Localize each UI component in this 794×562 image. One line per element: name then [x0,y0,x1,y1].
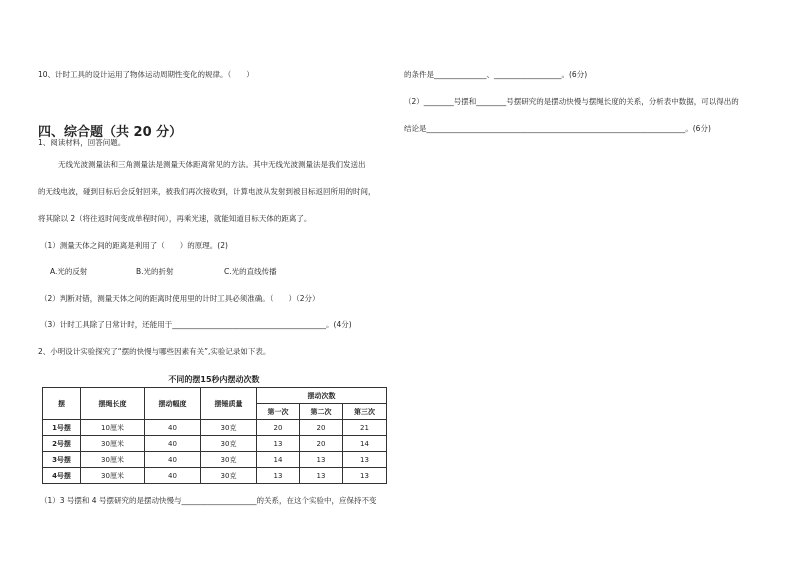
table-cell: 13 [300,468,343,484]
option-a: A.光的反射 [50,267,88,276]
table-cell: 13 [300,452,343,468]
subheader-first: 第一次 [257,404,300,420]
table-header-row [43,388,387,404]
table-cell: 14 [343,436,387,452]
header-length: 摆绳长度 [81,388,145,420]
table-cell: 30克 [201,468,257,484]
table-cell: 20 [257,420,300,436]
table-cell: 30克 [201,452,257,468]
table-cell: 40 [145,468,201,484]
passage-line-2: 的无线电波，碰到目标后会反射回来，被我们再次接收到，计算电波从发射到被目标返回所用的时间， [38,187,376,196]
question-1-intro: 1、阅读材料，回答问题。 [38,138,126,147]
header-mass: 摆锤质量 [201,388,257,420]
table-cell: 30厘米 [81,436,145,452]
table-cell: 30厘米 [81,468,145,484]
right-line-3: 结论是_____________________________________________________________________。(6分) [404,124,711,133]
table-row [43,468,387,484]
question-2-intro: 2、小明设计实验探究了“摆的快慢与哪些因素有关”,实验记录如下表。 [38,347,271,356]
sub-question-3: （3）计时工具除了日常计时，还能用于_________________________________________。(4分) [40,320,352,329]
header-pendulum: 摆 [43,388,81,420]
table-cell: 10厘米 [81,420,145,436]
table-cell: 13 [257,436,300,452]
header-amplitude: 摆动幅度 [145,388,201,420]
table-row [43,452,387,468]
table-cell: 40 [145,452,201,468]
right-line-1: 的条件是______________、__________________。(6分) [404,70,588,79]
table-cell: 3号摆 [43,452,81,468]
table-cell: 20 [300,436,343,452]
table-cell: 13 [257,468,300,484]
table-cell: 13 [343,452,387,468]
table-cell: 1号摆 [43,420,81,436]
section-title: 四、综合题（共 20 分） [38,125,183,140]
option-c: C.光的直线传播 [224,267,277,276]
question-2-sub-1: （1）3 号摆和 4 号摆研究的是摆动快慢与____________________的关系，在这个实验中，应保持不变 [40,496,377,505]
table-cell: 13 [343,468,387,484]
table-row [43,436,387,452]
question-10: 10、计时工具的设计运用了物体运动周期性变化的规律。（ ） [38,70,254,79]
table-cell: 2号摆 [43,436,81,452]
table-row [43,420,387,436]
option-b: B.光的折射 [136,267,174,276]
pendulum-table [42,387,387,484]
table-cell: 20 [300,420,343,436]
passage-line-1: 无线光波测量法和三角测量法是测量天体距离常见的方法。其中无线光波测量法是我们发送出 [58,160,366,169]
header-swings: 摆动次数 [257,388,387,404]
table-cell: 30克 [201,436,257,452]
table-cell: 14 [257,452,300,468]
table-caption: 不同的摆15秒内摆动次数 [168,375,260,384]
sub-question-1: （1）测量天体之间的距离是利用了（ ）的原理。(2) [40,241,228,250]
table-cell: 40 [145,436,201,452]
sub-question-2: （2）判断对错，测量天体之间的距离时使用里的计时工具必须准确。（ ）（2分） [40,294,320,303]
table-cell: 30厘米 [81,452,145,468]
table-cell: 4号摆 [43,468,81,484]
passage-line-3: 将其除以 2（将往返时间变成单程时间），再乘光速，就能知道目标天体的距离了。 [38,214,312,223]
subheader-third: 第三次 [343,404,387,420]
table-cell: 30克 [201,420,257,436]
table-cell: 21 [343,420,387,436]
subheader-second: 第二次 [300,404,343,420]
table-cell: 40 [145,420,201,436]
right-line-2: （2）________号摆和________号摆研究的是摆动快慢与摆绳长度的关系，分析表中数据，可以得出的 [404,97,739,106]
